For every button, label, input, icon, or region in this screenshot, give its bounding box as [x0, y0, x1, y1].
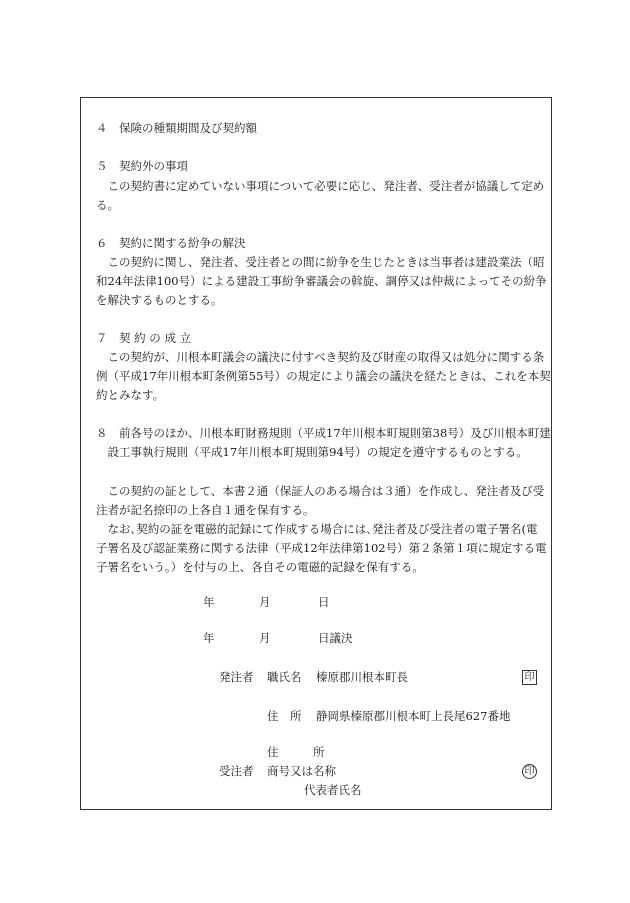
section-5-line-1: この契約書に定めていない事項について必要に応じ、発注者、受注者が協議して定め: [96, 179, 545, 193]
closing-line-3: なお､契約の証を電磁的記録にて作成する場合には､発注者及び受注者の電子署名(電: [96, 522, 538, 536]
section-4-heading: ４ 保険の種類期間及び契約額: [96, 121, 257, 135]
contractor-address-label: 住 所: [267, 745, 325, 759]
section-6-heading: ６ 契約に関する紛争の解決: [96, 236, 246, 250]
contractor-name-label: 商号又は名称: [267, 764, 336, 778]
section-5-line-2: る。: [96, 198, 119, 212]
date-2-resolution-day: 日議決: [318, 631, 353, 645]
date-1-year: 年: [203, 595, 215, 609]
section-6-line-2: 和24年法律100号）による建設工事紛争審議会の斡旋、調停又は仲裁によってその紛争: [96, 274, 547, 288]
orderer-title-label: 職氏名: [267, 670, 302, 684]
date-1-month: 月: [259, 595, 271, 609]
contractor-role: 受注者: [219, 764, 254, 778]
section-6-line-3: を解決するものとする。: [96, 293, 223, 307]
closing-line-5: 子署名をいう。）を付与の上、各自その電磁的記録を保有する。: [96, 560, 424, 574]
date-2-month: 月: [259, 631, 271, 645]
closing-line-2: 注者が記名捺印の上各自１通を保有する。: [96, 503, 315, 517]
date-1-day: 日: [318, 595, 330, 609]
contractor-seal-icon: 印: [522, 764, 537, 779]
section-7-line-1: この契約が、川根本町議会の議決に付すべき契約及び財産の取得又は処分に関する条: [96, 350, 545, 364]
orderer-seal-icon: 印: [522, 670, 537, 685]
section-7-line-2: 例（平成17年川根本町条例第55号）の規定により議会の議決を経たときは、これを本契: [96, 369, 551, 383]
orderer-title-value: 榛原郡川根本町長: [316, 670, 408, 684]
section-7-heading: ７ 契 約 の 成 立: [96, 331, 192, 345]
orderer-address-value: 静岡県榛原郡川根本町上長尾627番地: [316, 709, 511, 723]
closing-line-4: 子署名及び認証業務に関する法律（平成12年法律第102号）第２条第１項に規定する電: [96, 541, 547, 555]
section-6-line-1: この契約に関し、発注者、受注者との間に紛争を生じたときは当事者は建設業法（昭: [96, 255, 545, 269]
closing-line-1-text: この契約の証として、本書２通（保証人のある場合は３通）を作成し、発注者及び受: [96, 484, 545, 498]
orderer-address-label: 住 所: [267, 709, 302, 723]
section-7-line-3: 約とみなす。: [96, 388, 165, 402]
section-5-heading: ５ 契約外の事項: [96, 159, 188, 173]
section-8-line-2: 設工事執行規則（平成17年川根本町規則第94号）の規定を遵守するものとする。: [96, 445, 528, 459]
date-2-year: 年: [203, 631, 215, 645]
contractor-representative-label: 代表者氏名: [304, 783, 362, 797]
orderer-role: 発注者: [219, 670, 254, 684]
section-8-line-1: ８ 前各号のほか、川根本町財務規則（平成17年川根本町規則第38号）及び川根本町建: [96, 426, 551, 440]
